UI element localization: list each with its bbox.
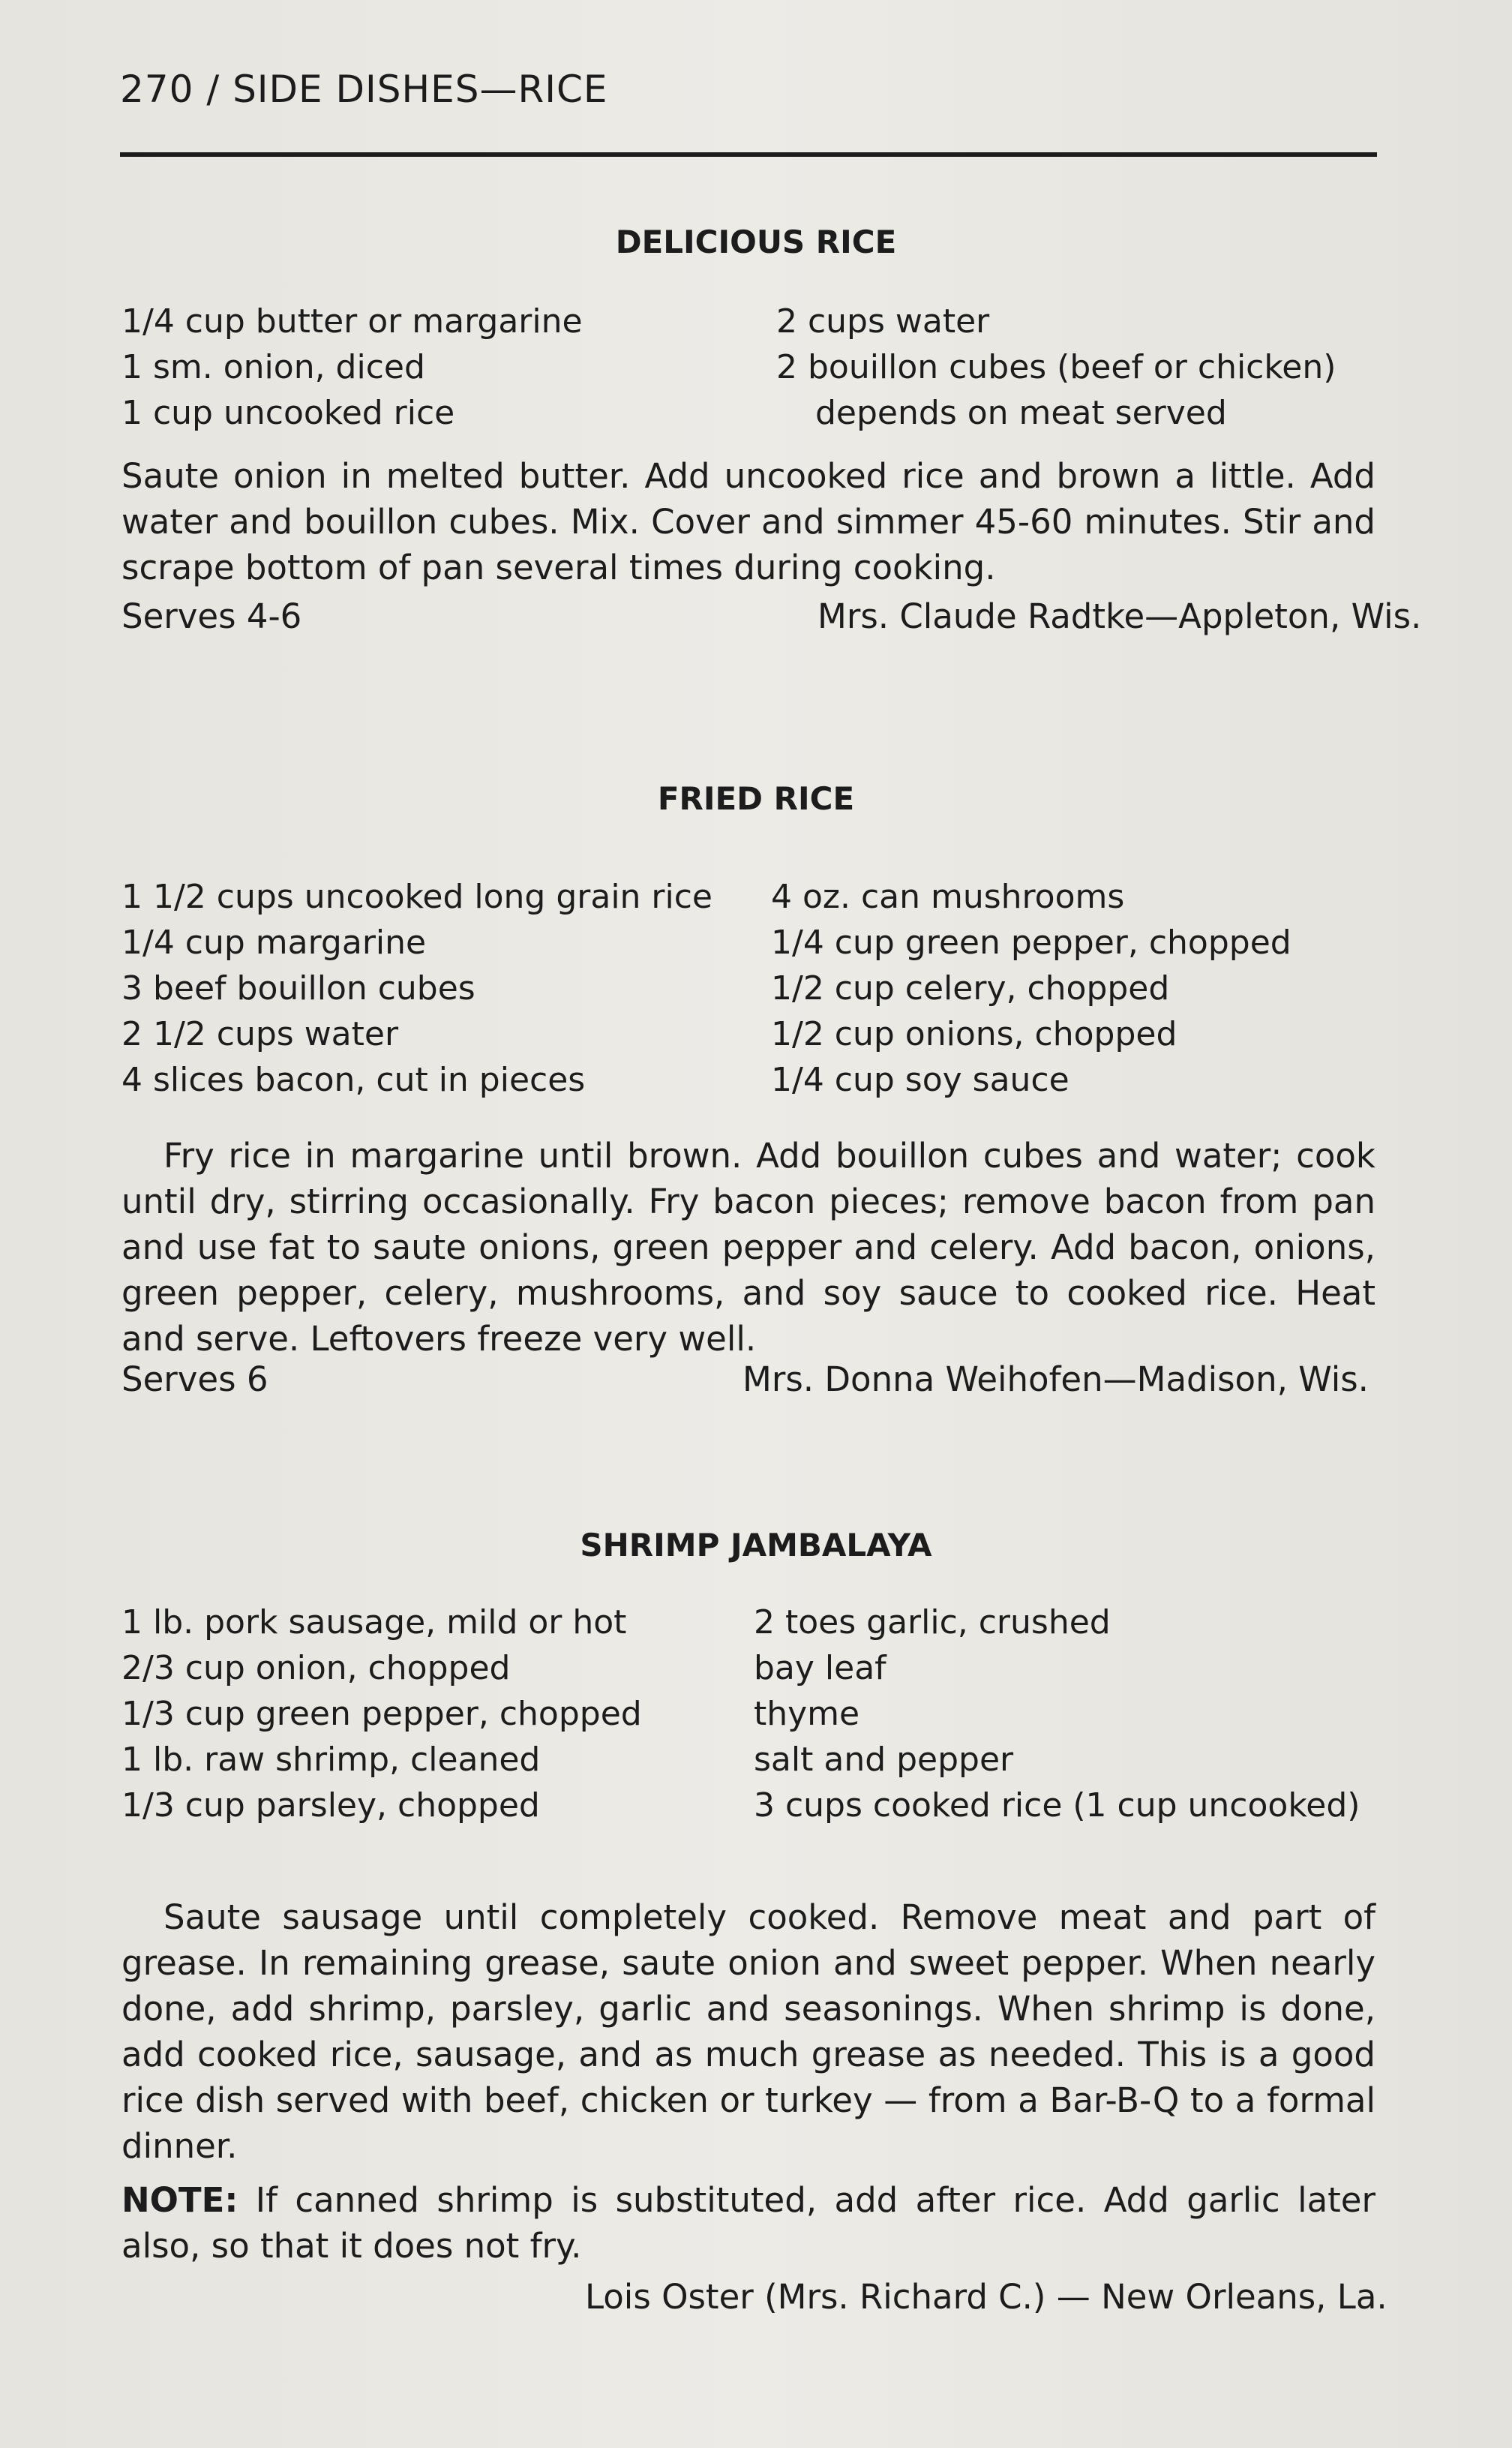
ingredient: 1/3 cup green pepper, chopped [122, 1695, 642, 1733]
note-text: If canned shrimp is substituted, add after rice. Add garlic later also, so that it does not fry. [122, 2180, 1376, 2266]
ingredient: 2/3 cup onion, chopped [122, 1649, 511, 1687]
note-label: NOTE: [122, 2180, 238, 2220]
contributor: Lois Oster (Mrs. Richard C.) — New Orleans, La. [585, 2277, 1388, 2317]
ingredient: bay leaf [754, 1649, 886, 1687]
serves: Serves 4-6 [122, 596, 302, 636]
recipe-title: SHRIMP JAMBALAYA [580, 1527, 932, 1563]
ingredient: 2 toes garlic, crushed [754, 1603, 1111, 1642]
recipe-title: FRIED RICE [657, 780, 855, 817]
directions: Saute onion in melted butter. Add uncooked rice and brown a little. Add water and bouillon cubes. Mix. Cover and simmer 45-60 minutes. Stir and scrape bottom of pan several times during cooking. [122, 456, 1376, 587]
serves: Serves 6 [122, 1359, 268, 1399]
ingredient: 1 lb. pork sausage, mild or hot [122, 1603, 627, 1642]
ingredient: 1/2 cup onions, chopped [771, 1015, 1178, 1053]
ingredient: depends on meat served [815, 394, 1227, 432]
ingredient: 1/4 cup margarine [122, 924, 427, 962]
ingredient: 1/4 cup soy sauce [771, 1061, 1070, 1099]
ingredient: 1/2 cup celery, chopped [771, 969, 1170, 1008]
ingredient: 1/4 cup green pepper, chopped [771, 924, 1292, 962]
ingredients-right [771, 874, 1292, 1103]
ingredient: 4 oz. can mushrooms [771, 878, 1125, 916]
ingredient: 2 1/2 cups water [122, 1015, 399, 1053]
recipe-title: DELICIOUS RICE [615, 224, 897, 260]
note [122, 2177, 1376, 2269]
ingredients-left [122, 299, 583, 436]
contributor: Mrs. Claude Radtke—Appleton, Wis. [818, 596, 1422, 636]
ingredients-left [122, 1599, 642, 1828]
ingredient: 3 cups cooked rice (1 cup uncooked) [754, 1786, 1360, 1825]
ingredients-right [754, 1599, 1369, 1828]
directions: Saute sausage until completely cooked. Remove meat and part of grease. In remaining grease, saute onion and sweet pepper. When nearly done, add shrimp, parsley, garlic and seasonings. When shrimp is done, add cooked rice, sausage, and as much grease as needed. This is a good rice dish served with beef, chicken or turkey — from a Bar-B-Q to a formal dinner. [122, 1897, 1376, 2166]
ingredient: 3 beef bouillon cubes [122, 969, 476, 1008]
ingredient: 1/4 cup butter or margarine [122, 302, 583, 341]
running-head: 270 / SIDE DISHES—RICE [120, 68, 608, 111]
ingredients-left [122, 874, 712, 1103]
ingredient: 4 slices bacon, cut in pieces [122, 1061, 586, 1099]
ingredient: 2 bouillon cubes (beef or chicken) [776, 348, 1336, 386]
ingredient: 1 sm. onion, diced [122, 348, 425, 386]
ingredient: salt and pepper [754, 1741, 1014, 1779]
ingredient: 1 1/2 cups uncooked long grain rice [122, 878, 713, 916]
ingredient: 1/3 cup parsley, chopped [122, 1786, 540, 1825]
directions: Fry rice in margarine until brown. Add bouillon cubes and water; cook until dry, stirring occasionally. Fry bacon pieces; remove bacon from pan and use fat to saute onions, green pepper and celery. Add bacon, onions, green pepper, celery, mushrooms, and soy sauce to cooked rice. Heat and serve. Leftovers freeze very well. [122, 1136, 1376, 1359]
ingredients-right [776, 299, 1336, 436]
ingredient: 1 lb. raw shrimp, cleaned [122, 1741, 541, 1779]
ingredient: thyme [754, 1695, 860, 1733]
ingredient: 1 cup uncooked rice [122, 394, 455, 432]
ingredient: 2 cups water [776, 302, 990, 341]
contributor: Mrs. Donna Weihofen—Madison, Wis. [742, 1359, 1369, 1399]
header-rule [120, 152, 1377, 157]
